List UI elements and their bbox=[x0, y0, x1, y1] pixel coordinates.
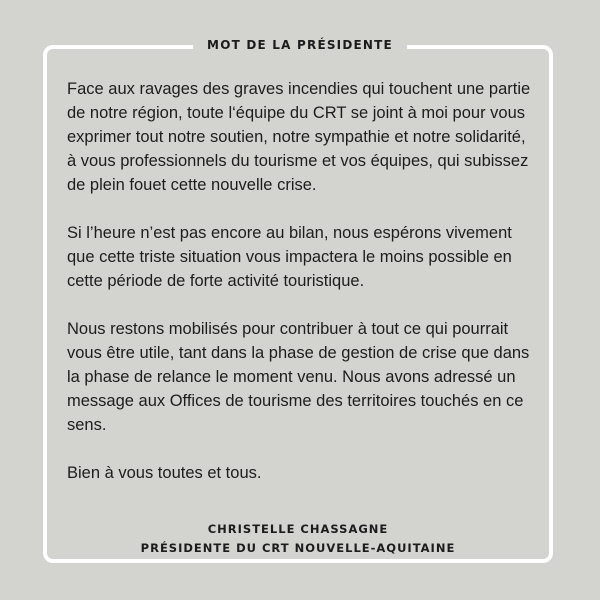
signature-name: CHRISTELLE CHASSAGNE bbox=[207, 522, 389, 536]
paragraph-4: Bien à vous toutes et tous. bbox=[67, 464, 262, 482]
paragraph-2: Si l’heure n’est pas encore au bilan, nous espérons vivement que cette triste situation vous impactera le moins possible en cette période de forte activité touristique. bbox=[67, 224, 512, 290]
paragraph-3: Nous restons mobilisés pour contribuer à tout ce qui pourrait vous être utile, tant dans la phase de gestion de crise que dans la phase de relance le moment venu. Nous avons adressé un message aux Offices de tourisme des territoires touchés en ce sens. bbox=[67, 320, 530, 434]
signature-role: PRÉSIDENTE DU CRT NOUVELLE-AQUITAINE bbox=[140, 541, 456, 555]
page-title: MOT DE LA PRÉSIDENTE bbox=[193, 35, 407, 55]
signature-block bbox=[43, 520, 553, 558]
paragraph-1: Face aux ravages des graves incendies qui touchent une partie de notre région, toute l‘équipe du CRT se joint à moi pour vous exprimer tout notre soutien, notre sympathie et notre solidarité, à vous professionnels du tourisme et vos équipes, qui subissez de plein fouet cette nouvelle crise. bbox=[67, 80, 531, 194]
message-body bbox=[67, 77, 537, 509]
